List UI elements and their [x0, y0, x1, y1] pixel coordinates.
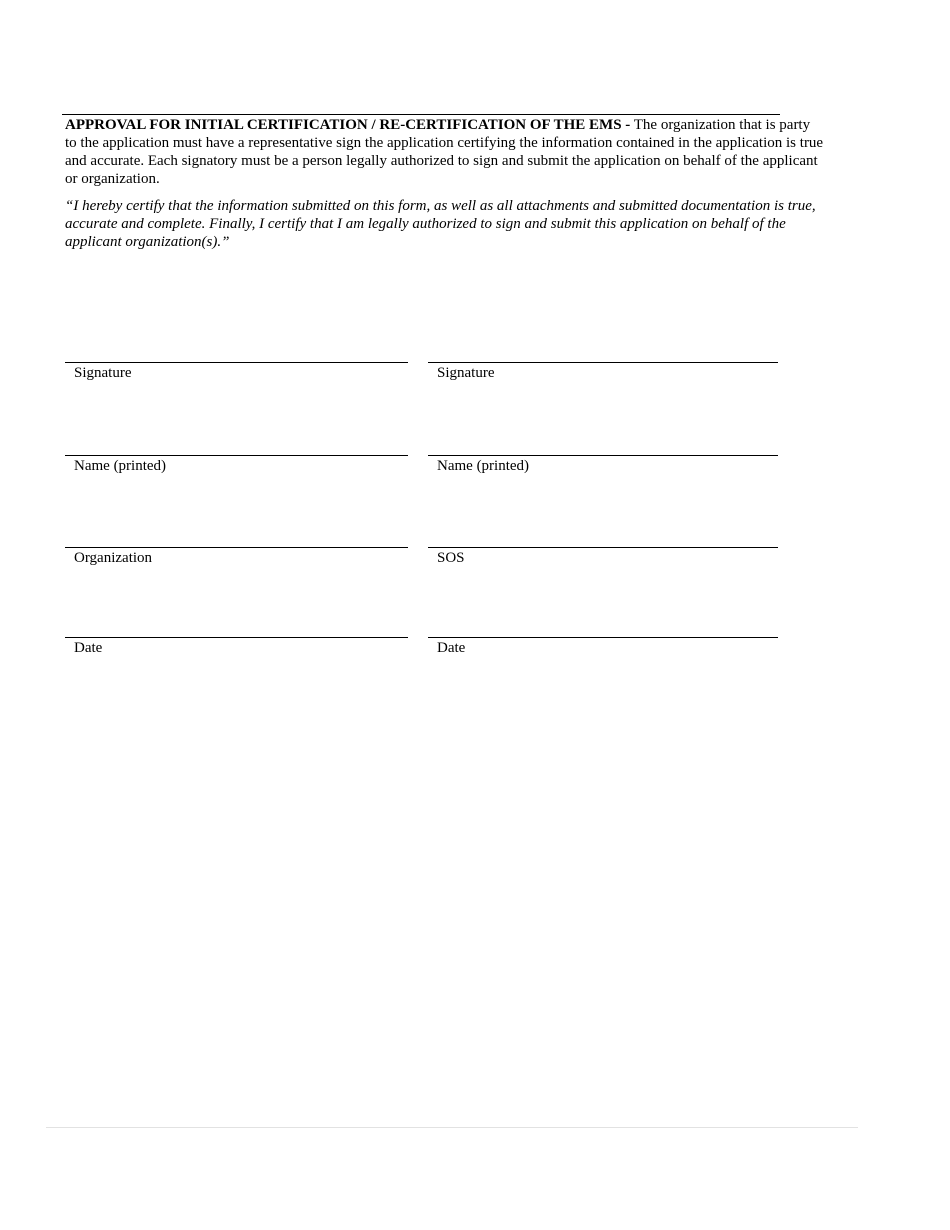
date-field-left[interactable]	[65, 637, 408, 657]
date-line	[65, 637, 408, 638]
name-printed-field-left[interactable]	[65, 455, 408, 475]
name-printed-field-right[interactable]	[428, 455, 778, 475]
organization-label: Organization	[74, 550, 153, 566]
sos-line	[428, 547, 778, 548]
top-divider	[62, 114, 780, 115]
approval-heading-paragraph	[65, 116, 825, 188]
sos-label: SOS	[437, 550, 465, 566]
approval-heading-text: The organization that is party to the application must have a representative sign the application certifying the information contained in the application is true and accurate. Each signatory must be a person legally authorized to sign and submit the application on behalf of the applicant or organization.	[65, 117, 824, 187]
signature-field-right[interactable]	[428, 362, 778, 382]
footer-divider	[46, 1127, 858, 1128]
name-line	[65, 455, 408, 456]
signature-line	[428, 362, 778, 363]
name-printed-label: Name (printed)	[437, 458, 530, 474]
organization-field-left[interactable]	[65, 547, 408, 567]
signature-field-left[interactable]	[65, 362, 408, 382]
certification-statement: “I hereby certify that the information submitted on this form, as well as all attachments and submitted documentation is true, accurate and complete. Finally, I certify that I am legally authorized to sign and submit this application on behalf of the applicant organization(s).”	[65, 198, 816, 250]
signature-label: Signature	[437, 365, 495, 381]
date-label: Date	[74, 640, 103, 656]
date-field-right[interactable]	[428, 637, 778, 657]
date-label: Date	[437, 640, 466, 656]
organization-line	[65, 547, 408, 548]
signature-line	[65, 362, 408, 363]
name-line	[428, 455, 778, 456]
sos-field-right[interactable]	[428, 547, 778, 567]
name-printed-label: Name (printed)	[74, 458, 167, 474]
signature-label: Signature	[74, 365, 132, 381]
date-line	[428, 637, 778, 638]
approval-heading-title: APPROVAL FOR INITIAL CERTIFICATION / RE-CERTIFICATION OF THE EMS -	[65, 117, 631, 133]
